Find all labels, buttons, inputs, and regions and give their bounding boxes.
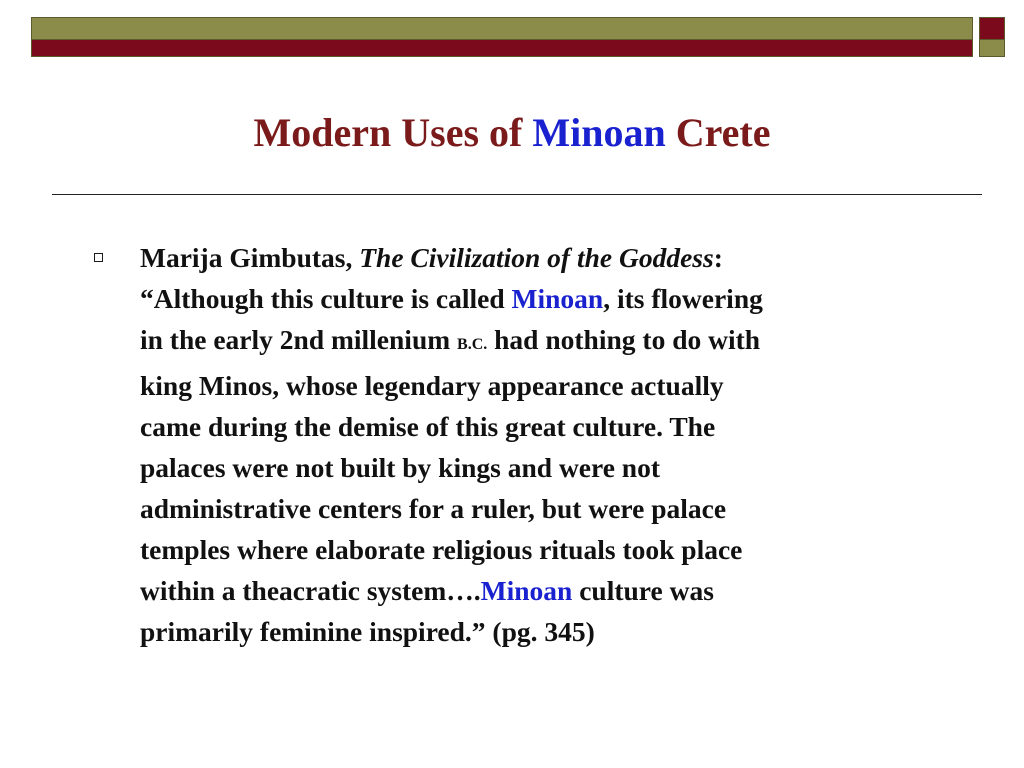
quote-text: culture was xyxy=(572,575,714,606)
hollow-square-bullet-icon xyxy=(94,253,103,262)
corner-maroon-strip xyxy=(980,18,1004,40)
header-corner-box xyxy=(979,17,1005,57)
bullet-line-10: primarily feminine inspired.” (pg. 345) xyxy=(140,616,595,647)
author-name: Marija Gimbutas, xyxy=(140,242,360,273)
quote-text: had nothing to do with xyxy=(487,324,761,355)
quote-highlight: Minoan xyxy=(511,283,604,314)
bullet-line-2 xyxy=(140,278,930,319)
bullet-line-7: administrative centers for a ruler, but were palace xyxy=(140,493,727,524)
header-decoration-bar xyxy=(31,17,973,57)
author-colon: : xyxy=(713,242,723,273)
slide-title xyxy=(0,105,1024,161)
bullet-line-6: palaces were not built by kings and were not xyxy=(140,452,661,483)
header-olive-strip xyxy=(32,18,972,40)
title-part2: Crete xyxy=(665,110,771,155)
quote-text: in the early 2nd millenium xyxy=(140,324,458,355)
quote-text: “Although this culture is called xyxy=(140,283,512,314)
quote-highlight: Minoan xyxy=(480,575,573,606)
bullet-line-5: came during the demise of this great culture. The xyxy=(140,411,716,442)
quote-text: , its flowering xyxy=(603,283,763,314)
bullet-line-8: temples where elaborate religious rituals took place xyxy=(140,534,743,565)
title-divider xyxy=(52,194,982,195)
header-maroon-strip xyxy=(32,40,972,56)
title-highlight: Minoan xyxy=(532,110,666,155)
era-abbreviation: B.C. xyxy=(457,336,488,353)
corner-olive-strip xyxy=(980,40,1004,56)
bullet-line-1 xyxy=(140,237,930,278)
bullet-line-9 xyxy=(140,570,930,611)
bullet-line-4: king Minos, whose legendary appearance actually xyxy=(140,370,724,401)
quote-text: within a theacratic system…. xyxy=(140,575,481,606)
title-part1: Modern Uses of xyxy=(253,110,533,155)
bullet-text xyxy=(140,237,930,652)
bullet-line-3 xyxy=(140,319,930,365)
book-title: The Civilization of the Goddess xyxy=(359,242,714,273)
